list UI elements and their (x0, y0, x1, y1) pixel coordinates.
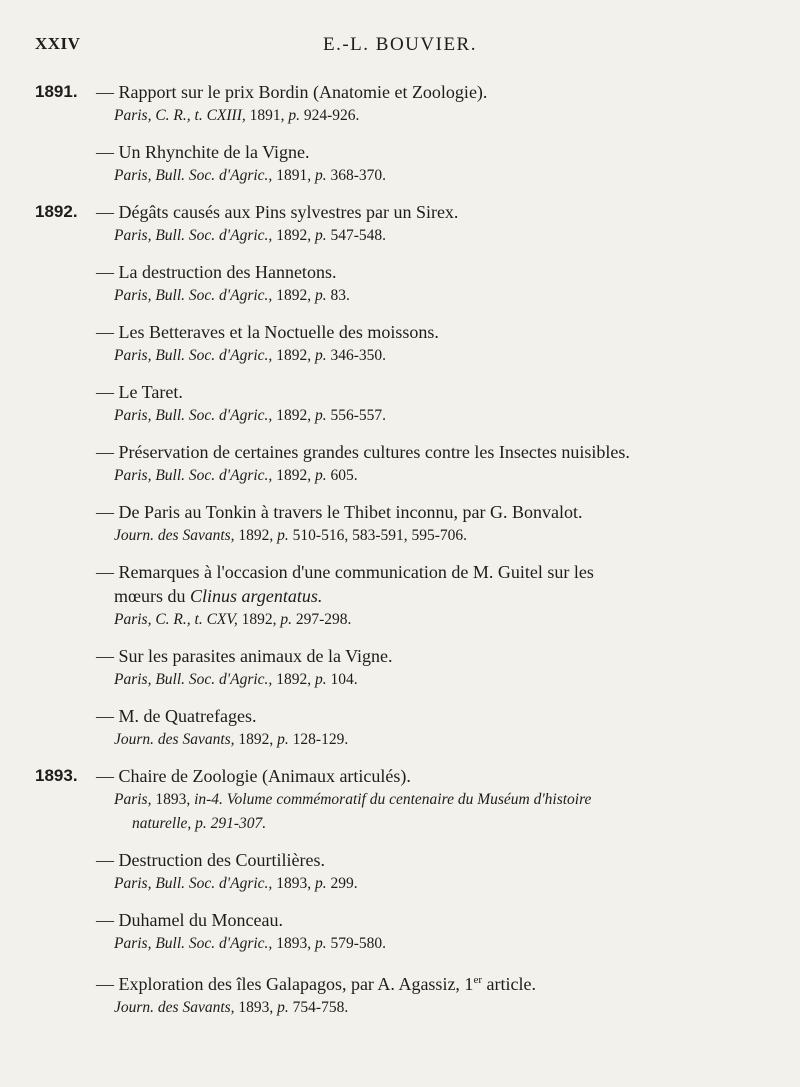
entry-citation: Paris, C. R., t. CXIII, 1891, p. 924-926. (114, 107, 360, 124)
bibliography-entry (96, 848, 736, 896)
bibliography-entry (96, 320, 736, 368)
bibliography-entry (96, 80, 736, 128)
year-label: 1892. (35, 202, 78, 221)
entry-title: — Un Rhynchite de la Vigne. (96, 142, 310, 162)
entry-citation: Paris, Bull. Soc. d'Agric., 1893, p. 579-580. (114, 935, 386, 952)
year-group-1892 (0, 200, 800, 752)
year-label: 1893. (35, 766, 78, 785)
bibliography-entry (96, 380, 736, 428)
bibliography-entry (96, 200, 736, 248)
entry-title: — Dégâts causés aux Pins sylvestres par un Sirex. (96, 202, 459, 222)
entry-citation: Paris, Bull. Soc. d'Agric., 1892, p. 83. (114, 287, 350, 304)
entry-citation-continuation: naturelle, p. 291-307. (132, 815, 267, 832)
entry-title: — Rapport sur le prix Bordin (Anatomie et Zoologie). (96, 82, 488, 102)
entry-title: — Destruction des Courtilières. (96, 850, 325, 870)
entry-citation: Paris, Bull. Soc. d'Agric., 1893, p. 299. (114, 875, 358, 892)
entry-title: — Duhamel du Monceau. (96, 910, 283, 930)
entry-title: — Sur les parasites animaux de la Vigne. (96, 646, 393, 666)
entry-citation: Paris, C. R., t. CXV, 1892, p. 297-298. (114, 611, 352, 628)
entry-title: — M. de Quatrefages. (96, 706, 257, 726)
entry-citation: Paris, Bull. Soc. d'Agric., 1892, p. 346-350. (114, 347, 386, 364)
running-title: E.-L. BOUVIER. (323, 34, 477, 55)
entry-title: — De Paris au Tonkin à travers le Thibet inconnu, par G. Bonvalot. (96, 502, 583, 522)
year-group-1891 (0, 80, 800, 188)
entry-title: — Préservation de certaines grandes cultures contre les Insectes nuisibles. (96, 442, 630, 462)
entry-title: — Remarques à l'occasion d'une communication de M. Guitel sur les mœurs du Clinus argentatus. (96, 560, 736, 608)
bibliography-entry (96, 260, 736, 308)
entry-citation: Paris, 1893, in-4. Volume commémoratif du centenaire du Muséum d'histoire naturelle, p. 291-307. (96, 788, 736, 836)
entry-citation: Paris, Bull. Soc. d'Agric., 1891, p. 368-370. (114, 167, 386, 184)
bibliography-entry (96, 500, 736, 548)
page-number: XXIV (35, 34, 81, 53)
entry-title: — Chaire de Zoologie (Animaux articulés). (96, 766, 411, 786)
bibliography-entry (96, 968, 736, 1020)
page-header (0, 34, 800, 64)
entry-title: — La destruction des Hannetons. (96, 262, 337, 282)
entry-citation: Journ. des Savants, 1892, p. 510-516, 583-591, 595-706. (114, 527, 468, 544)
year-label: 1891. (35, 82, 78, 101)
bibliography-entry (96, 140, 736, 188)
entry-citation: Paris, Bull. Soc. d'Agric., 1892, p. 605. (114, 467, 358, 484)
entry-title-continuation: mœurs du Clinus argentatus. (114, 586, 323, 606)
year-group-1893 (0, 764, 800, 1020)
entry-citation: Paris, Bull. Soc. d'Agric., 1892, p. 547-548. (114, 227, 386, 244)
entry-title: — Les Betteraves et la Noctuelle des moissons. (96, 322, 439, 342)
bibliography-entry (96, 440, 736, 488)
entry-citation: Paris, Bull. Soc. d'Agric., 1892, p. 104. (114, 671, 358, 688)
entry-citation: Journ. des Savants, 1892, p. 128-129. (114, 731, 349, 748)
entry-title: — Le Taret. (96, 382, 183, 402)
bibliography-entry (96, 704, 736, 752)
bibliography (0, 80, 800, 1032)
bibliography-entry (96, 644, 736, 692)
entry-title: — Exploration des îles Galapagos, par A. Agassiz, 1er article. (96, 974, 536, 994)
entry-citation: Paris, Bull. Soc. d'Agric., 1892, p. 556-557. (114, 407, 386, 424)
bibliography-entry (96, 764, 736, 836)
bibliography-entry (96, 908, 736, 956)
entry-citation: Journ. des Savants, 1893, p. 754-758. (114, 999, 349, 1016)
bibliography-entry (96, 560, 736, 632)
